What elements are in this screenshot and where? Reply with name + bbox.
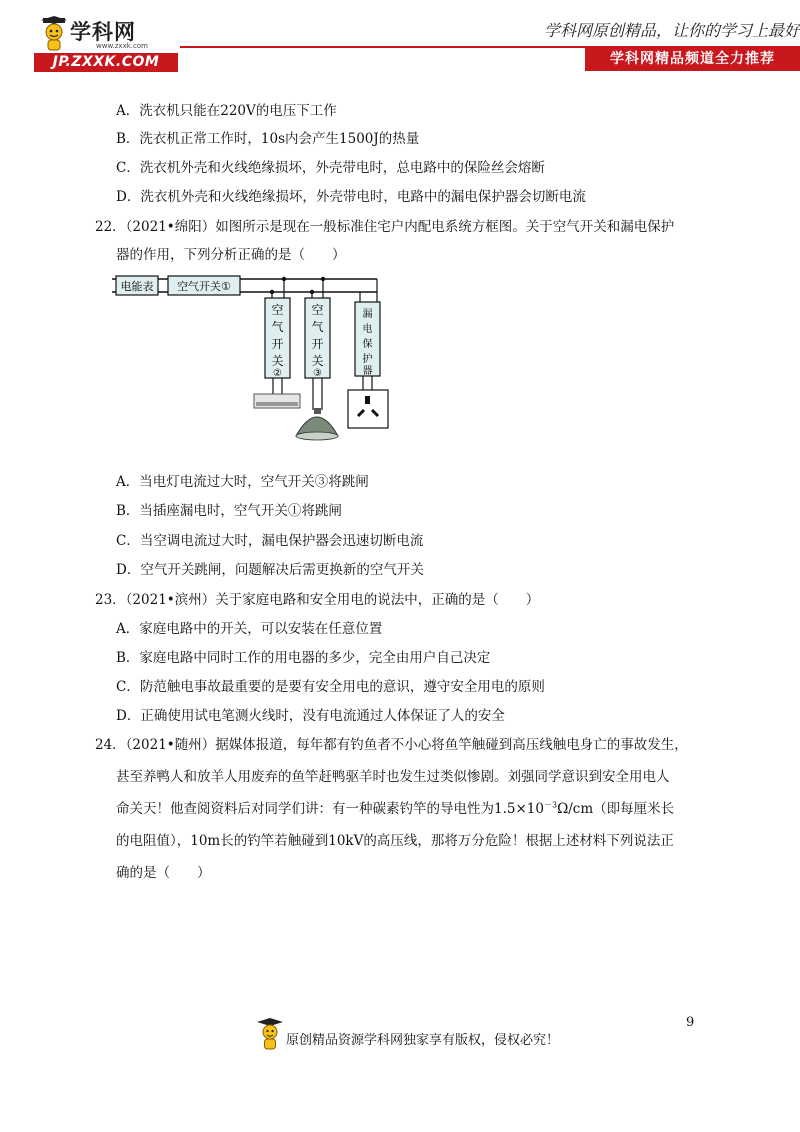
air-conditioner-icon (254, 394, 300, 408)
copyright-notice: 原创精品资源学科网独家享有版权，侵权必究！ (286, 1033, 560, 1048)
distribution-system-diagram (112, 270, 402, 448)
svg-text:气: 气 (271, 320, 284, 334)
svg-text:关: 关 (271, 354, 284, 368)
svg-text:气: 气 (311, 320, 324, 334)
q22-option-d: D．空气开关跳闸，问题解决后需更换新的空气开关 (116, 562, 424, 578)
logo-small-url: www.zxxk.com (96, 42, 148, 50)
mascot-icon (40, 16, 68, 52)
q23-option-b: B．家庭电路中同时工作的用电器的多少，完全由用户自己决定 (116, 650, 491, 666)
main-switch-label: 空气开关① (177, 280, 231, 293)
q21-option-b: B．洗衣机正常工作时，10s内会产生1500J的热量 (116, 131, 420, 147)
svg-text:器: 器 (362, 366, 373, 377)
logo-domain-bar: JP.ZXXK.COM (34, 53, 178, 72)
header-banner: 学科网精品频道全力推荐 (585, 48, 800, 71)
q21-option-a: A．洗衣机只能在220V的电压下工作 (116, 103, 337, 119)
svg-text:保: 保 (362, 339, 373, 350)
q24-line5: 确的是（ ） (116, 865, 211, 881)
q24-line3 (116, 797, 674, 817)
svg-text:空: 空 (311, 303, 324, 317)
page-number: 9 (686, 1015, 695, 1030)
header-slogan: 学科网原创精品，让你的学习上最好 (543, 21, 800, 40)
q24-line3-b: Ω/cm（即每厘米长 (557, 801, 675, 817)
q22-option-b: B．当插座漏电时，空气开关①将跳闸 (116, 503, 342, 519)
logo-name: 学科网 (70, 20, 136, 44)
svg-text:护: 护 (362, 354, 373, 365)
q23-option-c: C．防范触电事故最重要的是要有安全用电的意识，遵守安全用电的原则 (116, 679, 545, 695)
q21-option-d: D．洗衣机外壳和火线绝缘损坏，外壳带电时，电路中的漏电保护器会切断电流 (116, 189, 586, 205)
q24-line3-sup: －3 (543, 800, 558, 810)
q24-line4: 的电阻值），10m长的钓竿若触碰到10kV的高压线，那将万分危险！根据上述材料下列说法正 (116, 833, 674, 849)
q22-stem-line1: 22．（2021•绵阳）如图所示是现在一般标准住宅户内配电系统方框图。关于空气开关和漏电保护 (95, 219, 675, 235)
svg-text:开: 开 (271, 337, 284, 351)
q23-option-a: A．家庭电路中的开关，可以安装在任意位置 (116, 621, 383, 637)
svg-text:②: ② (273, 368, 282, 379)
svg-text:关: 关 (311, 354, 324, 368)
zxxk-logo (40, 16, 150, 52)
svg-text:电: 电 (362, 324, 373, 335)
q23-stem: 23．（2021•滨州）关于家庭电路和安全用电的说法中，正确的是（ ） (95, 592, 540, 608)
meter-label: 电能表 (120, 280, 154, 293)
page-header (0, 0, 800, 80)
svg-text:漏: 漏 (362, 309, 373, 320)
q21-option-c: C．洗衣机外壳和火线绝缘损坏，外壳带电时，总电路中的保险丝会熔断 (116, 160, 545, 176)
svg-text:开: 开 (311, 337, 324, 351)
svg-text:空: 空 (271, 303, 284, 317)
q22-stem-line2: 器的作用，下列分析正确的是（ ） (116, 247, 346, 263)
q24-line3-a: 命关天！他查阅资料后对同学们讲：有一种碳素钓竿的导电性为1.5×10 (116, 801, 544, 817)
svg-text:③: ③ (313, 368, 322, 379)
q22-option-a: A．当电灯电流过大时，空气开关③将跳闸 (116, 474, 369, 490)
socket-icon (348, 390, 388, 428)
q22-option-c: C．当空调电流过大时，漏电保护器会迅速切断电流 (116, 533, 424, 549)
mascot-icon (256, 1018, 284, 1050)
lamp-icon (296, 408, 338, 440)
q24-line2: 甚至养鸭人和放羊人用废弃的鱼竿赶鸭驱羊时也发生过类似惨剧。刘强同学意识到安全用电人 (116, 769, 670, 785)
q24-line1: 24．（2021•随州）据媒体报道，每年都有钓鱼者不小心将鱼竿触碰到高压线触电身亡的事故发生， (95, 737, 688, 753)
q23-option-d: D．正确使用试电笔测火线时，没有电流通过人体保证了人的安全 (116, 708, 505, 724)
